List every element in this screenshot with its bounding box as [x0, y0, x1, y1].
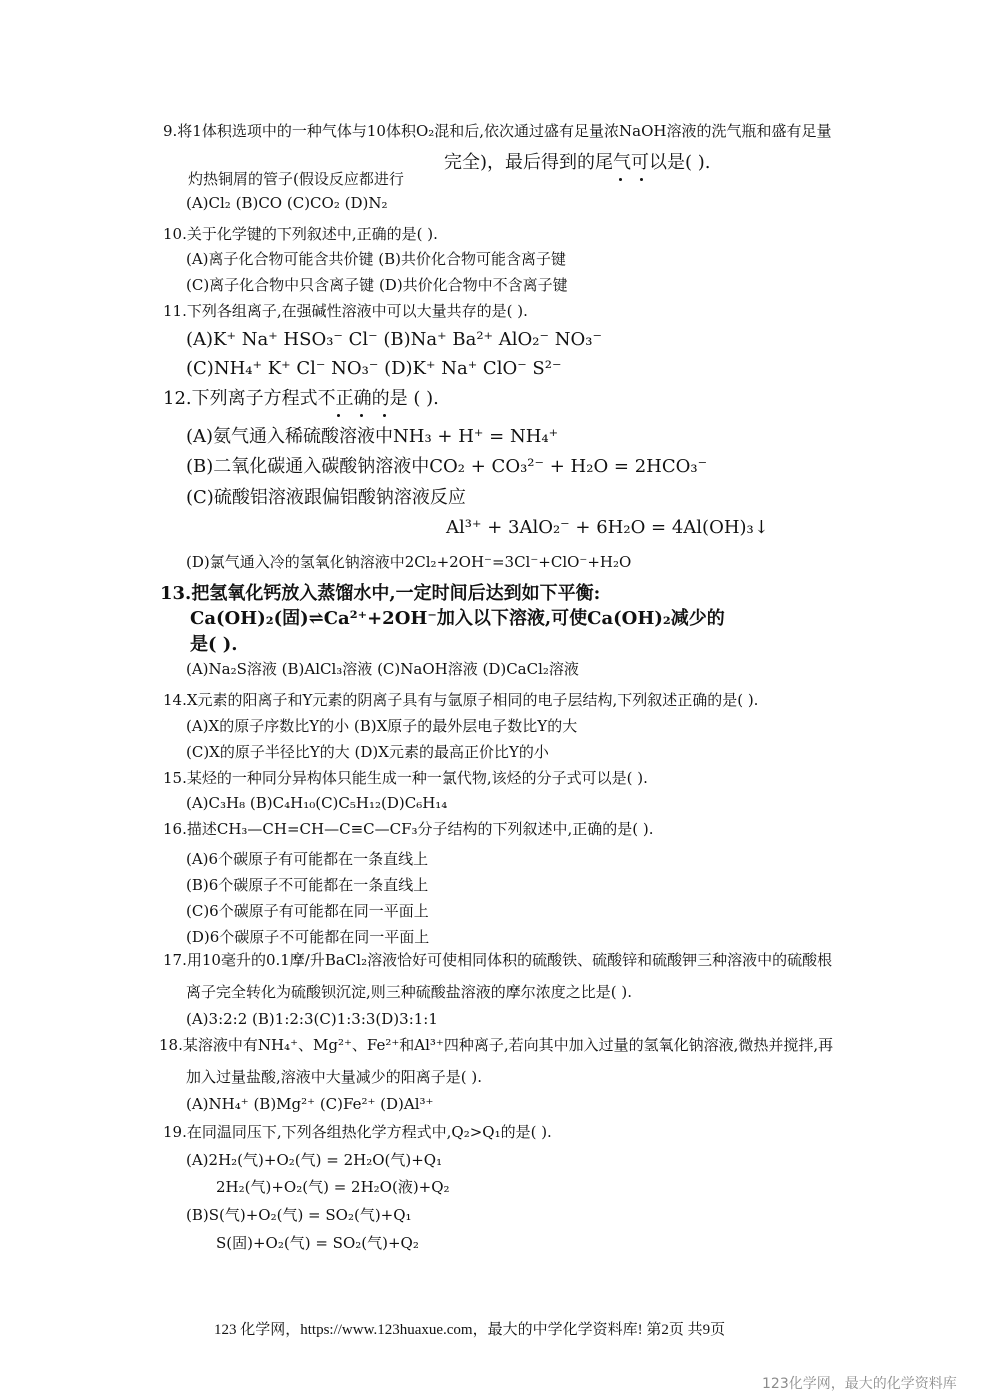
q12-option-a: (A)氨气通入稀硫酸溶液中NH₃ + H⁺ = NH₄⁺ — [186, 426, 559, 447]
q13-stem-end: 是( ). — [190, 634, 238, 655]
watermark-text: 123化学网，最大的化学资料库 — [762, 1376, 957, 1392]
q9-options: (A)Cl₂ (B)CO (C)CO₂ (D)N₂ — [186, 194, 388, 212]
q12-option-b: (B)二氧化碳通入碳酸钠溶液中CO₂ + CO₃²⁻ + H₂O = 2HCO₃⁻ — [186, 456, 708, 477]
q15-stem: 15.某烃的一种同分异构体只能生成一种一氯代物,该烃的分子式可以是( ). — [163, 769, 648, 787]
q14-options-2: (C)X的原子半径比Y的大 (D)X元素的最高正价比Y的小 — [186, 743, 549, 761]
q9-line2-right: 完全)，最后得到的尾气可以是( ). — [444, 152, 711, 173]
q11-stem: 11.下列各组离子,在强碱性溶液中可以大量共存的是( ). — [163, 302, 528, 320]
q13-equilibrium: Ca(OH)₂(固)⇌Ca²⁺+2OH⁻加入以下溶液,可使Ca(OH)₂减少的 — [190, 608, 725, 629]
emphasis-dot — [360, 414, 363, 417]
q10-stem: 10.关于化学键的下列叙述中,正确的是( ). — [163, 225, 438, 243]
q19-stem: 19.在同温同压下,下列各组热化学方程式中,Q₂>Q₁的是( ). — [163, 1123, 552, 1141]
q9-line2-left: 灼热铜屑的管子(假设反应都进行 — [188, 170, 404, 188]
q14-options-1: (A)X的原子序数比Y的小 (B)X原子的最外层电子数比Y的大 — [186, 717, 578, 735]
q9-line1: 9.将1体积选项中的一种气体与10体积O₂混和后,依次通过盛有足量浓NaOH溶液的洗气瓶和盛有足量 — [163, 122, 832, 140]
q19-option-b1: (B)S(气)+O₂(气) = SO₂(气)+Q₁ — [186, 1206, 412, 1224]
q17-line2: 离子完全转化为硫酸钡沉淀,则三种硫酸盐溶液的摩尔浓度之比是( ). — [186, 983, 633, 1001]
q16-option-d: (D)6个碳原子不可能都在同一平面上 — [186, 928, 430, 946]
q19-option-a2: 2H₂(气)+O₂(气) = 2H₂O(液)+Q₂ — [216, 1178, 450, 1196]
page-footer: 123 化学网，https://www.123huaxue.com，最大的中学化学资料库! 第2页 共9页 — [214, 1322, 726, 1338]
q12-option-c: (C)硫酸铝溶液跟偏铝酸钠溶液反应 — [186, 487, 466, 508]
emphasis-dot — [640, 178, 643, 181]
emphasis-dot — [337, 414, 340, 417]
q19-option-b2: S(固)+O₂(气) = SO₂(气)+Q₂ — [216, 1234, 419, 1252]
q11-options-2: (C)NH₄⁺ K⁺ Cl⁻ NO₃⁻ (D)K⁺ Na⁺ ClO⁻ S²⁻ — [186, 358, 562, 379]
q13-stem: 13.把氢氧化钙放入蒸馏水中,一定时间后达到如下平衡: — [160, 583, 601, 604]
q16-option-b: (B)6个碳原子不可能都在一条直线上 — [186, 876, 429, 894]
q10-options-1: (A)离子化合物可能含共价键 (B)共价化合物可能含离子键 — [186, 250, 567, 268]
q17-options: (A)3:2:2 (B)1:2:3(C)1:3:3(D)3:1:1 — [186, 1010, 438, 1028]
q11-options-1: (A)K⁺ Na⁺ HSO₃⁻ Cl⁻ (B)Na⁺ Ba²⁺ AlO₂⁻ NO₃⁻ — [186, 329, 602, 350]
q19-option-a1: (A)2H₂(气)+O₂(气) = 2H₂O(气)+Q₁ — [186, 1151, 443, 1169]
q18-options: (A)NH₄⁺ (B)Mg²⁺ (C)Fe²⁺ (D)Al³⁺ — [186, 1095, 434, 1113]
q18-line2: 加入过量盐酸,溶液中大量减少的阳离子是( ). — [186, 1068, 483, 1086]
q16-option-c: (C)6个碳原子有可能都在同一平面上 — [186, 902, 429, 920]
q16-stem: 16.描述CH₃—CH=CH—C≡C—CF₃分子结构的下列叙述中,正确的是( ). — [163, 820, 654, 838]
q16-option-a: (A)6个碳原子有可能都在一条直线上 — [186, 850, 429, 868]
q18-stem: 18.某溶液中有NH₄⁺、Mg²⁺、Fe²⁺和Al³⁺四种离子,若向其中加入过量的氢氧化钠溶液,微热并搅拌,再 — [159, 1036, 834, 1054]
q15-options: (A)C₃H₈ (B)C₄H₁₀(C)C₅H₁₂(D)C₆H₁₄ — [186, 794, 448, 812]
q12-option-c-equation: Al³⁺ + 3AlO₂⁻ + 6H₂O = 4Al(OH)₃↓ — [446, 517, 769, 538]
q17-stem: 17.用10毫升的0.1摩/升BaCl₂溶液恰好可使相同体积的硫酸铁、硫酸锌和硫酸钾三种溶液中的硫酸根 — [163, 951, 833, 969]
emphasis-dot — [383, 414, 386, 417]
q12-stem: 12.下列离子方程式不正确的是 ( ). — [163, 388, 439, 409]
q12-option-d: (D)氯气通入冷的氢氧化钠溶液中2Cl₂+2OH⁻=3Cl⁻+ClO⁻+H₂O — [186, 553, 632, 571]
q14-stem: 14.X元素的阳离子和Y元素的阴离子具有与氩原子相同的电子层结构,下列叙述正确的是( ). — [163, 691, 759, 709]
q13-options: (A)Na₂S溶液 (B)AlCl₃溶液 (C)NaOH溶液 (D)CaCl₂溶液 — [186, 660, 579, 678]
q10-options-2: (C)离子化合物中只含离子键 (D)共价化合物中不含离子键 — [186, 276, 568, 294]
emphasis-dot — [619, 178, 622, 181]
